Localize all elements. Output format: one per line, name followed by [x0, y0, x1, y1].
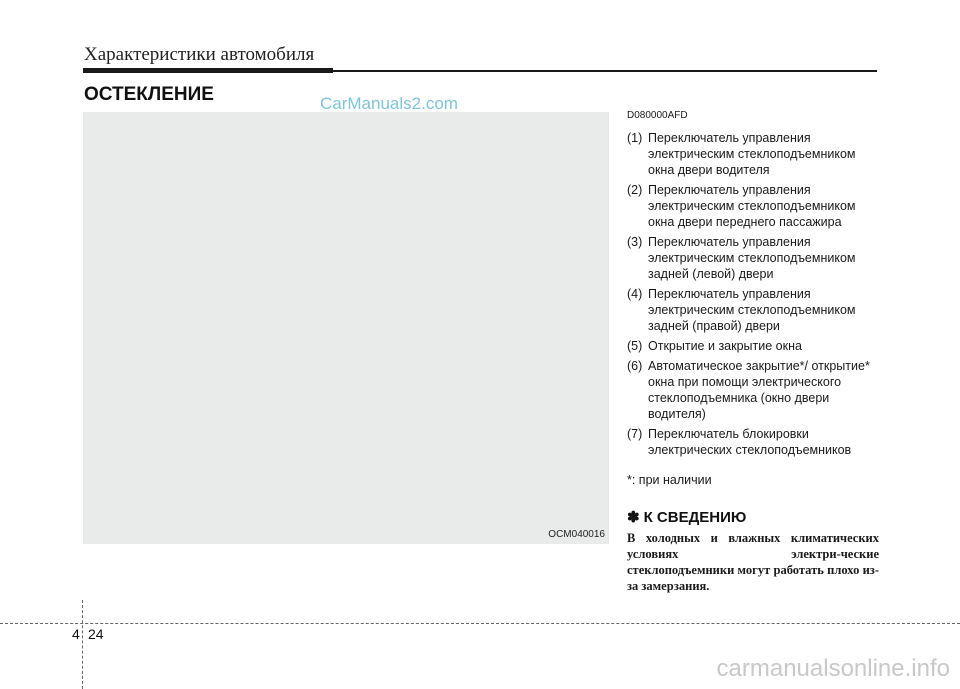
star-icon: ✽ [627, 509, 640, 526]
chapter-number: 4 [72, 626, 80, 642]
notice-heading [627, 510, 879, 526]
list-item [627, 358, 879, 422]
item-list [627, 130, 879, 458]
item-text: Переключатель управления электрическим стеклоподъемником окна двери водителя [648, 131, 856, 177]
item-number: (6) [627, 359, 643, 373]
list-item [627, 426, 879, 458]
content-column [627, 108, 879, 594]
figure-code: OCM040016 [548, 529, 605, 540]
list-item [627, 234, 879, 282]
page-number: 24 [88, 626, 104, 642]
item-text: Переключатель блокировки электрических стеклоподъемников [648, 427, 852, 457]
notice-title: К СВЕДЕНИЮ [643, 509, 747, 526]
item-number: (2) [627, 183, 643, 197]
figure-placeholder [83, 112, 609, 544]
list-item [627, 182, 879, 230]
item-text: Переключатель управления электрическим стеклоподъемником задней (левой) двери [648, 235, 856, 281]
footer-divider [82, 600, 83, 689]
header-rule-thin [333, 70, 877, 72]
item-text: Автоматическое закрытие*/ открытие* окна при помощи электрического стеклоподъемника (окно двери водителя) [648, 359, 870, 421]
notice-text: В холодных и влажных климатических условиях электри-ческие стеклоподъемники могут работать плохо из-за замерзания. [627, 531, 879, 593]
item-number: (7) [627, 427, 643, 441]
footnote: *: при наличии [627, 473, 712, 487]
item-text: Переключатель управления электрическим стеклоподъемником окна двери переднего пассажира [648, 183, 856, 229]
list-item [627, 130, 879, 178]
item-text: Переключатель управления электрическим стеклоподъемником задней (правой) двери [648, 287, 856, 333]
document-code: D080000AFD [627, 110, 688, 121]
header-rule-thick [83, 68, 333, 73]
item-text: Открытие и закрытие окна [648, 339, 802, 353]
footer-rule [0, 623, 960, 624]
item-number: (4) [627, 287, 643, 301]
list-item [627, 338, 879, 354]
item-number: (1) [627, 131, 643, 145]
chapter-title: Характеристики автомобиля [84, 44, 315, 65]
watermark-carmanuals: CarManuals2.com [320, 94, 458, 113]
section-title: ОСТЕКЛЕНИЕ [84, 84, 214, 105]
site-watermark: carmanualsonline.info [716, 655, 950, 682]
list-item [627, 286, 879, 334]
item-number: (5) [627, 339, 643, 353]
item-number: (3) [627, 235, 643, 249]
